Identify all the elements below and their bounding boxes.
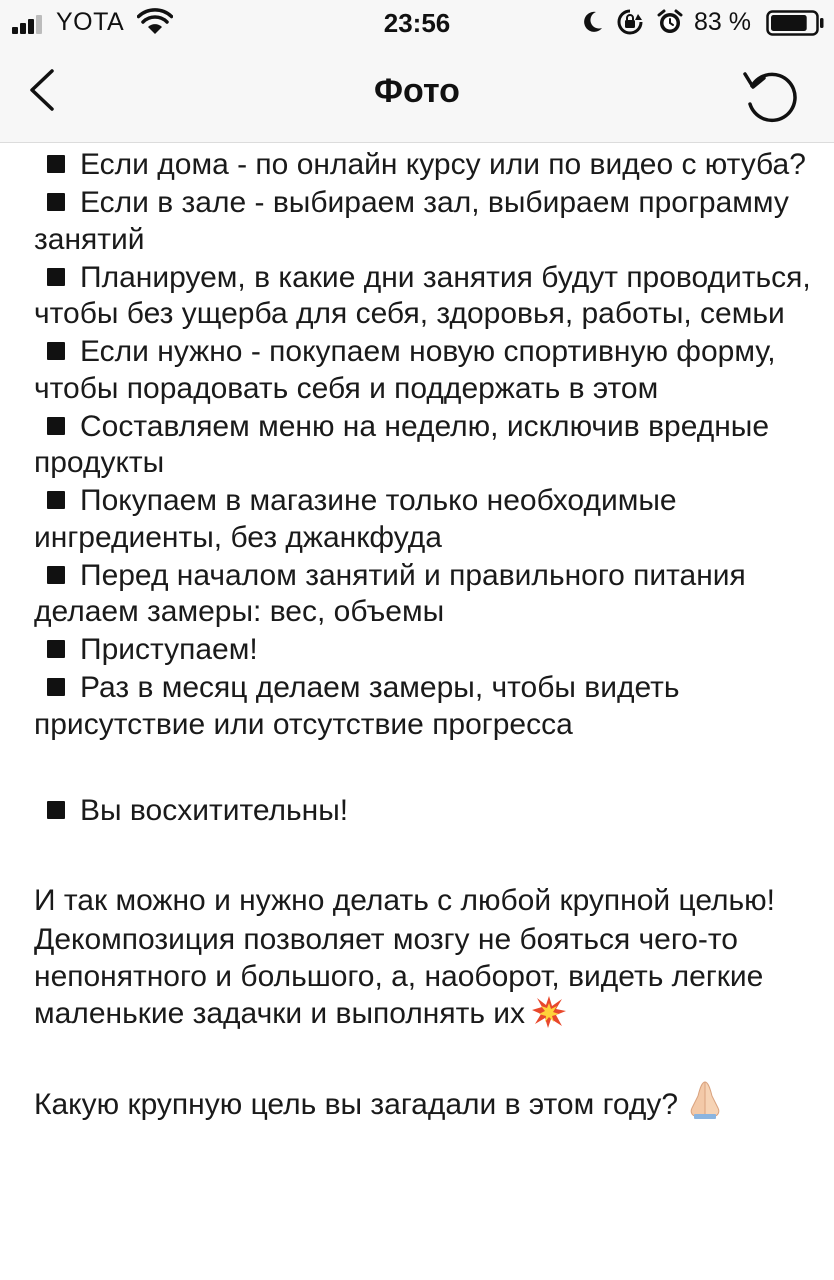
black-square-icon: [47, 155, 65, 173]
list-item-text: Вы восхитительны!: [80, 793, 349, 827]
list-item-text: Если нужно - покупаем новую спортивную форму, чтобы порадовать себя и поддержать в этом: [34, 335, 776, 405]
page-title: Фото: [374, 72, 460, 110]
top-bar: [0, 0, 834, 143]
rotation-lock-icon: [616, 8, 644, 36]
black-square-icon: [47, 417, 65, 435]
question-text: Какую крупную цель вы загадали в этом году?: [34, 1087, 679, 1121]
list-item: [34, 185, 824, 258]
black-square-icon: [47, 193, 65, 211]
list-item-text: Покупаем в магазине только необходимые ингредиенты, без джанкфуда: [34, 484, 677, 554]
list-item-text: Раз в месяц делаем замеры, чтобы видеть присутствие или отсутствие прогресса: [34, 671, 680, 741]
list-item: [34, 670, 824, 743]
battery-icon: [766, 10, 824, 36]
list-item-text: Если дома - по онлайн курсу или по видео с ютуба?: [80, 148, 806, 181]
final-list-item: [34, 793, 824, 830]
battery-percent: 83 %: [694, 8, 751, 36]
moon-icon: [582, 10, 604, 34]
folded-hands-icon: [684, 1078, 726, 1130]
black-square-icon: [47, 491, 65, 509]
list-item-text: Планируем, в какие дни занятия будут проводиться, чтобы без ущерба для себя, здоровья, работы, семьи: [34, 260, 811, 330]
collision-icon: [531, 995, 567, 1039]
black-square-icon: [47, 678, 65, 696]
status-time: 23:56: [383, 8, 451, 38]
paragraph: [34, 922, 824, 1039]
black-square-icon: [47, 342, 65, 360]
list-item: [34, 409, 824, 482]
list-item: [34, 558, 824, 631]
list-item: [34, 632, 824, 669]
black-square-icon: [47, 640, 65, 658]
list-item: [34, 334, 824, 407]
list-item-text: Если в зале - выбираем зал, выбираем программу занятий: [34, 186, 789, 256]
list-item-text: Составляем меню на неделю, исключив вредные продукты: [34, 409, 770, 479]
list-item-text: Приступаем!: [80, 633, 258, 666]
black-square-icon: [47, 566, 65, 584]
paragraph-text: Декомпозиция позволяет мозгу не бояться чего-то непонятного и большого, а, наоборот, видеть легкие маленькие задачки и выполнять их: [34, 923, 764, 1030]
black-square-icon: [47, 801, 65, 819]
list-item: [34, 147, 824, 184]
status-bar: [0, 0, 834, 46]
paragraph: И так можно и нужно делать с любой крупной целью!: [34, 883, 776, 917]
list-item: [34, 260, 824, 333]
question: [34, 1078, 824, 1130]
list-item-text: Перед началом занятий и правильного питания делаем замеры: вес, объемы: [34, 558, 746, 628]
carrier-name: YOTA: [56, 8, 125, 36]
post-text: [34, 147, 824, 1132]
rotate-icon[interactable]: [740, 66, 798, 124]
list-item: [34, 483, 824, 556]
alarm-icon: [656, 8, 684, 36]
black-square-icon: [47, 268, 65, 286]
